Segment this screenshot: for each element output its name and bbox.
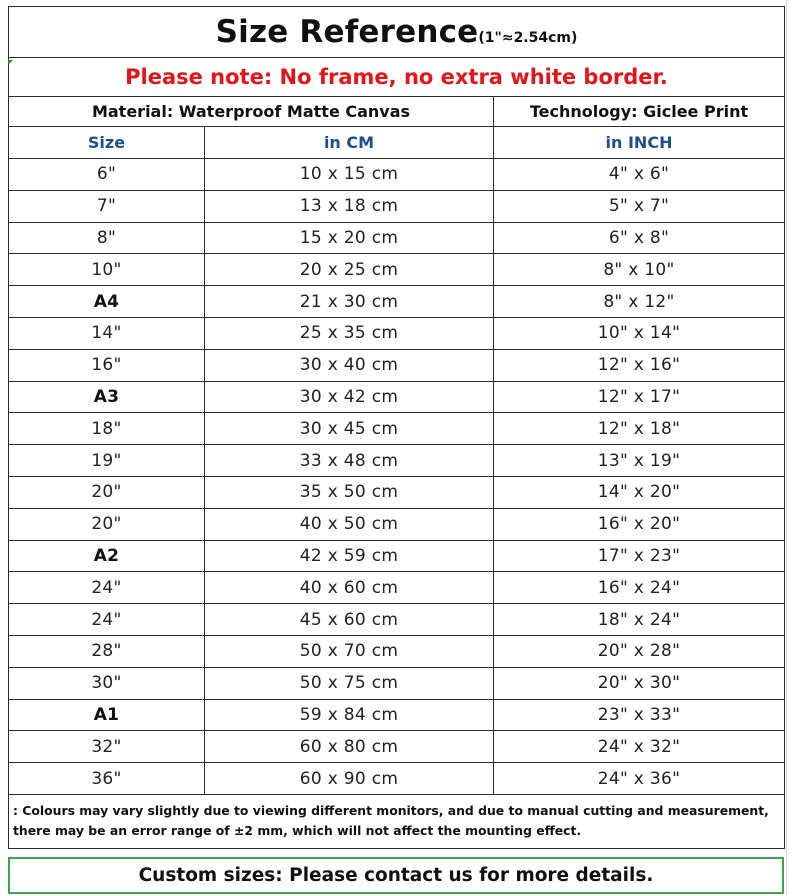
- inch-cell[interactable]: 14" x 20": [494, 476, 785, 508]
- size-cell[interactable]: 6": [9, 159, 205, 191]
- column-header-size-label: Size: [87, 133, 126, 152]
- notice-cell[interactable]: [9, 58, 785, 97]
- inch-cell[interactable]: 8" x 10": [494, 254, 785, 286]
- inch-cell[interactable]: 13" x 19": [494, 445, 785, 477]
- material-label: Material: Waterproof Matte Canvas: [91, 102, 411, 121]
- size-cell[interactable]: 36": [9, 763, 205, 795]
- custom-sizes-text: Custom sizes: Please contact us for more details.: [138, 865, 654, 886]
- table-row: [9, 317, 785, 349]
- table-row: [9, 731, 785, 763]
- cm-cell[interactable]: 10 x 15 cm: [205, 159, 494, 191]
- inch-cell[interactable]: 12" x 17": [494, 381, 785, 413]
- column-header-inch-label: in INCH: [605, 133, 673, 152]
- table-row: [9, 604, 785, 636]
- table-row: [9, 763, 785, 795]
- technology-cell[interactable]: [494, 97, 785, 127]
- size-cell[interactable]: 10": [9, 254, 205, 286]
- cm-cell[interactable]: 42 x 59 cm: [205, 540, 494, 572]
- inch-cell[interactable]: 20" x 30": [494, 667, 785, 699]
- table-row: [9, 190, 785, 222]
- inch-cell[interactable]: 4" x 6": [494, 159, 785, 191]
- inch-cell[interactable]: 12" x 18": [494, 413, 785, 445]
- cm-cell[interactable]: 33 x 48 cm: [205, 445, 494, 477]
- sheet-gridline: [786, 0, 787, 895]
- column-header-cm[interactable]: [205, 127, 494, 159]
- technology-label: Technology: Giclee Print: [529, 102, 749, 121]
- size-cell[interactable]: A2: [9, 540, 205, 572]
- cm-cell[interactable]: 35 x 50 cm: [205, 476, 494, 508]
- table-row: [9, 667, 785, 699]
- table-row: [9, 286, 785, 318]
- cm-cell[interactable]: 50 x 75 cm: [205, 667, 494, 699]
- table-row: [9, 349, 785, 381]
- cm-cell[interactable]: 25 x 35 cm: [205, 317, 494, 349]
- cm-cell[interactable]: 60 x 80 cm: [205, 731, 494, 763]
- cm-cell[interactable]: 59 x 84 cm: [205, 699, 494, 731]
- size-cell[interactable]: 14": [9, 317, 205, 349]
- table-row: [9, 476, 785, 508]
- inch-cell[interactable]: 20" x 28": [494, 635, 785, 667]
- size-cell[interactable]: 28": [9, 635, 205, 667]
- column-header-cm-label: in CM: [323, 133, 375, 152]
- custom-sizes-cell[interactable]: [8, 857, 784, 894]
- inch-cell[interactable]: 16" x 24": [494, 572, 785, 604]
- table-row: [9, 381, 785, 413]
- table-row: [9, 508, 785, 540]
- inch-cell[interactable]: 17" x 23": [494, 540, 785, 572]
- cm-cell[interactable]: 50 x 70 cm: [205, 635, 494, 667]
- cm-cell[interactable]: 13 x 18 cm: [205, 190, 494, 222]
- cm-cell[interactable]: 60 x 90 cm: [205, 763, 494, 795]
- column-header-size[interactable]: [9, 127, 205, 159]
- size-cell[interactable]: 30": [9, 667, 205, 699]
- inch-cell[interactable]: 16" x 20": [494, 508, 785, 540]
- cm-cell[interactable]: 15 x 20 cm: [205, 222, 494, 254]
- size-cell[interactable]: 20": [9, 476, 205, 508]
- table-row: [9, 445, 785, 477]
- material-cell[interactable]: [9, 97, 494, 127]
- inch-cell[interactable]: 23" x 33": [494, 699, 785, 731]
- cm-cell[interactable]: 30 x 40 cm: [205, 349, 494, 381]
- table-row: [9, 635, 785, 667]
- inch-cell[interactable]: 12" x 16": [494, 349, 785, 381]
- size-cell[interactable]: 19": [9, 445, 205, 477]
- table-row: [9, 699, 785, 731]
- cm-cell[interactable]: 40 x 60 cm: [205, 572, 494, 604]
- cm-cell[interactable]: 30 x 45 cm: [205, 413, 494, 445]
- no-frame-notice: Please note: No frame, no extra white border.: [125, 65, 668, 89]
- size-cell[interactable]: 24": [9, 572, 205, 604]
- inch-cell[interactable]: 24" x 32": [494, 731, 785, 763]
- column-header-inch[interactable]: [494, 127, 785, 159]
- table-row: [9, 572, 785, 604]
- inch-cell[interactable]: 6" x 8": [494, 222, 785, 254]
- table-row: [9, 540, 785, 572]
- inch-cell[interactable]: 24" x 36": [494, 763, 785, 795]
- size-cell[interactable]: 8": [9, 222, 205, 254]
- size-cell[interactable]: 7": [9, 190, 205, 222]
- size-cell[interactable]: 16": [9, 349, 205, 381]
- cm-cell[interactable]: 20 x 25 cm: [205, 254, 494, 286]
- disclaimer-cell[interactable]: [9, 794, 785, 848]
- table-row: [9, 254, 785, 286]
- inch-cell[interactable]: 5" x 7": [494, 190, 785, 222]
- inch-cell[interactable]: 10" x 14": [494, 317, 785, 349]
- table-row: [9, 413, 785, 445]
- disclaimer-text: : Colours may vary slightly due to viewing different monitors, and due to manual cutting and measurement, there may be an error range of ±2 mm, which will not affect the mounting effect.: [13, 803, 769, 839]
- table-row: [9, 159, 785, 191]
- inch-cell[interactable]: 18" x 24": [494, 604, 785, 636]
- cm-cell[interactable]: 45 x 60 cm: [205, 604, 494, 636]
- size-reference-sheet: [8, 6, 784, 886]
- table-row: [9, 222, 785, 254]
- size-cell[interactable]: A1: [9, 699, 205, 731]
- size-cell[interactable]: 18": [9, 413, 205, 445]
- title-cell[interactable]: [9, 7, 785, 58]
- cm-cell[interactable]: 21 x 30 cm: [205, 286, 494, 318]
- page-title: Size Reference: [215, 14, 479, 50]
- size-cell[interactable]: A4: [9, 286, 205, 318]
- size-table: [8, 6, 785, 849]
- size-cell[interactable]: 20": [9, 508, 205, 540]
- size-cell[interactable]: A3: [9, 381, 205, 413]
- cm-cell[interactable]: 30 x 42 cm: [205, 381, 494, 413]
- conversion-note: (1"≈2.54cm): [478, 30, 578, 46]
- cm-cell[interactable]: 40 x 50 cm: [205, 508, 494, 540]
- size-cell[interactable]: 24": [9, 604, 205, 636]
- size-cell[interactable]: 32": [9, 731, 205, 763]
- cell-error-indicator-icon: [8, 60, 13, 65]
- inch-cell[interactable]: 8" x 12": [494, 286, 785, 318]
